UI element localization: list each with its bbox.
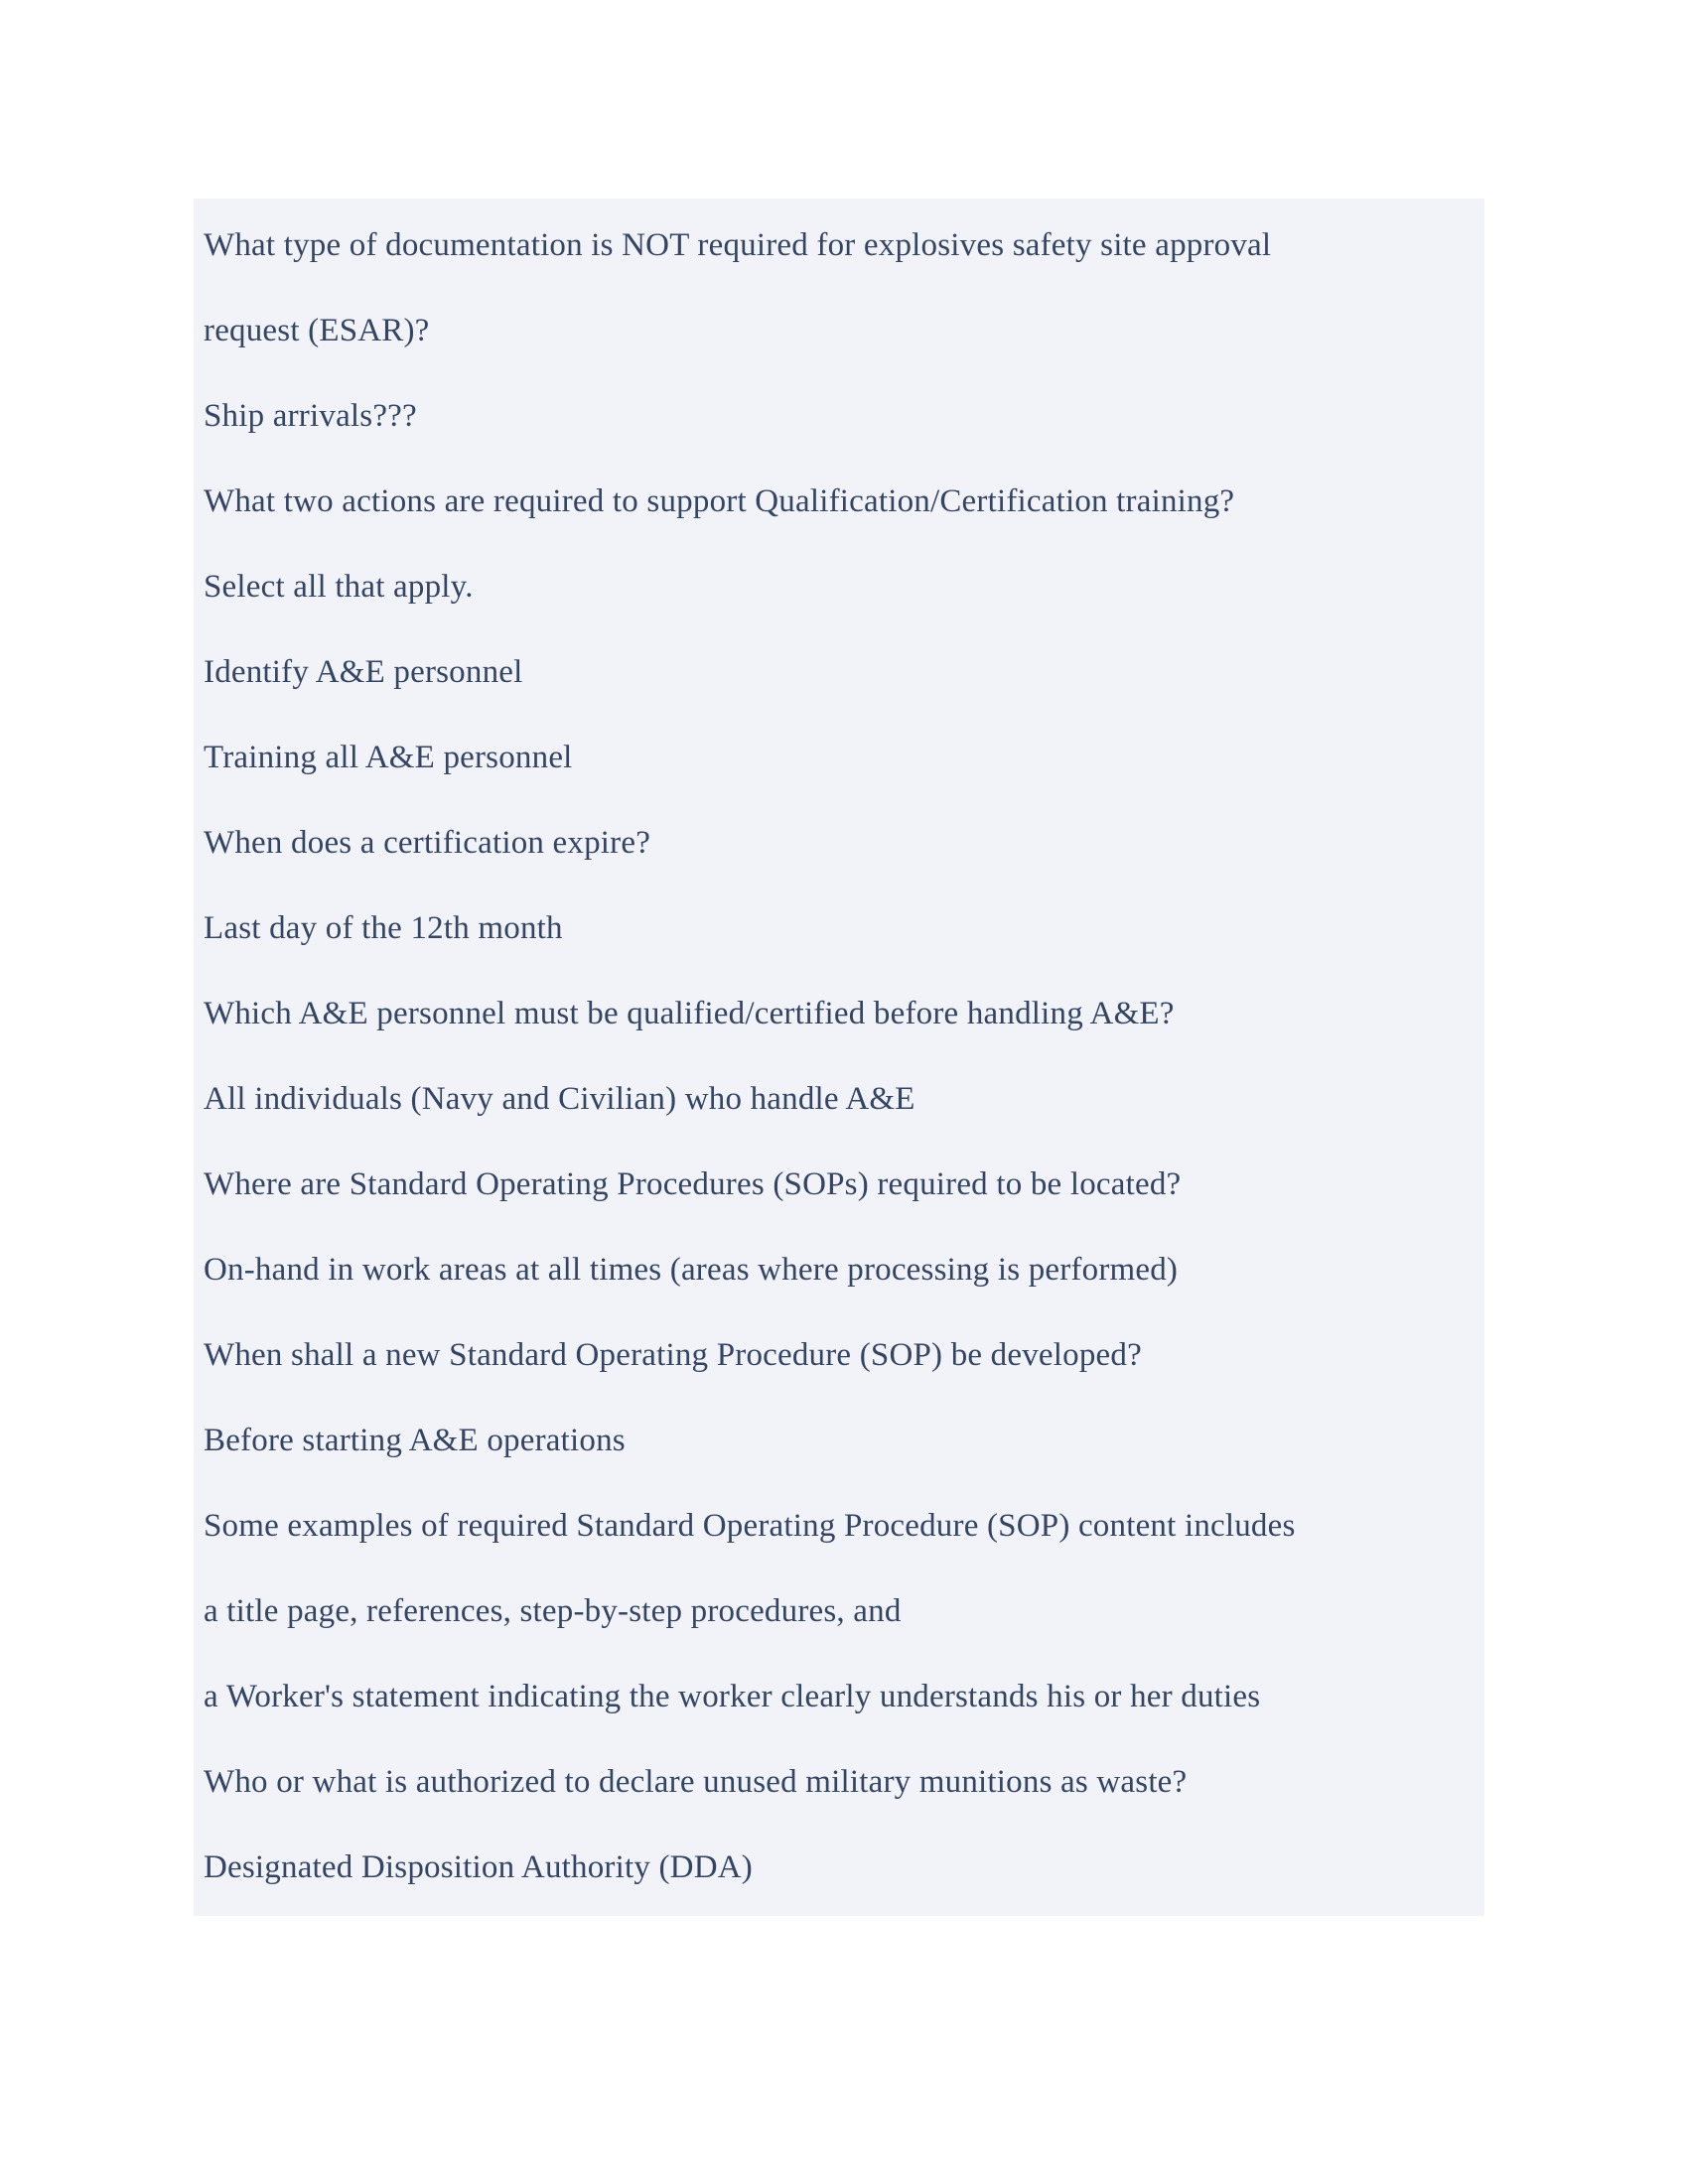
document-line: All individuals (Navy and Civilian) who handle A&E <box>204 1080 915 1117</box>
document-line: Some examples of required Standard Operating Procedure (SOP) content includes <box>204 1507 1296 1544</box>
document-line: Last day of the 12th month <box>204 909 563 946</box>
document-line: Training all A&E personnel <box>204 739 573 775</box>
document-line: Which A&E personnel must be qualified/certified before handling A&E? <box>204 995 1175 1031</box>
document-line: On-hand in work areas at all times (areas where processing is performed) <box>204 1251 1179 1288</box>
document-line: request (ESAR)? <box>204 312 430 348</box>
content-block <box>194 199 1484 1916</box>
document-line: When shall a new Standard Operating Procedure (SOP) be developed? <box>204 1336 1142 1373</box>
document-line: a Worker's statement indicating the worker clearly understands his or her duties <box>204 1678 1261 1714</box>
document-line: a title page, references, step-by-step procedures, and <box>204 1592 902 1629</box>
document-line: Designated Disposition Authority (DDA) <box>204 1848 753 1885</box>
document-line: What two actions are required to support Qualification/Certification training? <box>204 482 1235 519</box>
document-line: When does a certification expire? <box>204 824 651 861</box>
document-line: Where are Standard Operating Procedures (SOPs) required to be located? <box>204 1165 1182 1202</box>
document-line: Identify A&E personnel <box>204 653 523 690</box>
document-line: Ship arrivals??? <box>204 397 417 434</box>
document-line: Select all that apply. <box>204 568 474 605</box>
document-line: What type of documentation is NOT required for explosives safety site approval <box>204 226 1272 263</box>
document-line: Who or what is authorized to declare unused military munitions as waste? <box>204 1763 1188 1800</box>
document-line: Before starting A&E operations <box>204 1422 626 1458</box>
